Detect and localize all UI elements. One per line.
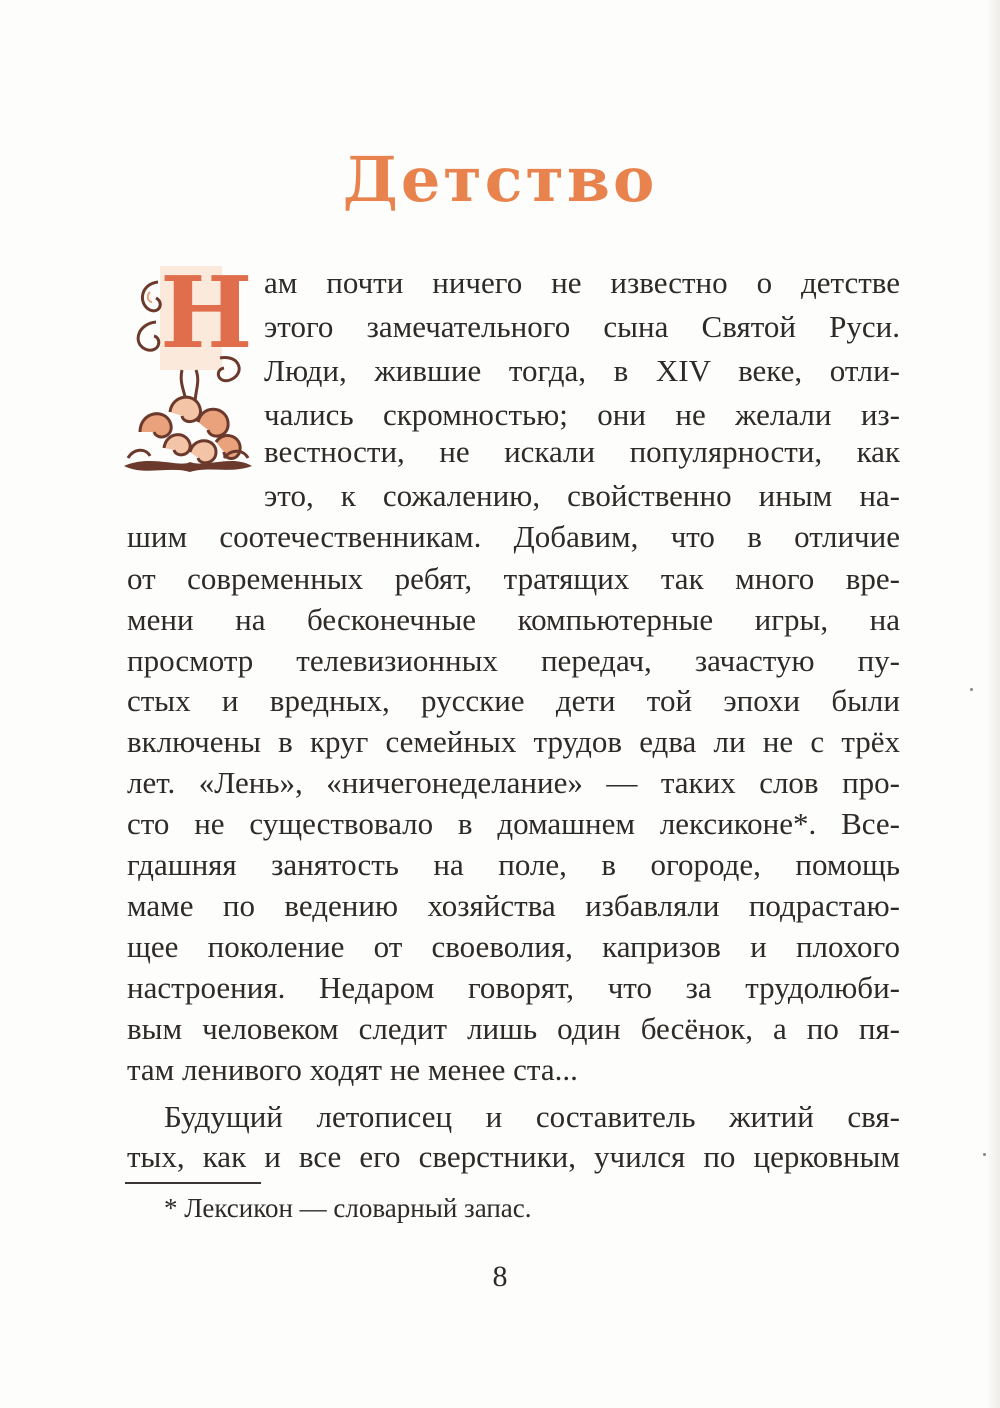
body-line: просмотр телевизионных передач, зачастую пу- bbox=[127, 643, 900, 678]
body-line: тых, как и все его сверстники, учился по церковным bbox=[127, 1139, 900, 1174]
body-line: Будущий летописец и составитель житий свя- bbox=[164, 1099, 900, 1134]
body-line: там ленивого ходят не менее ста... bbox=[127, 1052, 578, 1087]
body-line: Люди, жившие тогда, в XIV веке, отли- bbox=[264, 353, 900, 388]
drop-cap-letter: Н bbox=[160, 256, 253, 371]
body-line: сто не существовало в домашнем лексиконе*. Все- bbox=[127, 806, 900, 841]
body-line: шим соотечественникам. Добавим, что в отличие bbox=[127, 519, 900, 554]
page-number: 8 bbox=[492, 1260, 508, 1293]
chapter-title: Детство bbox=[342, 143, 658, 216]
body-line: вестности, не искали популярности, как bbox=[264, 434, 900, 469]
footnote-rule bbox=[125, 1182, 261, 1184]
body-line: чались скромностью; они не желали из- bbox=[264, 397, 900, 432]
body-line: стых и вредных, русские дети той эпохи были bbox=[127, 683, 900, 718]
scan-speck bbox=[970, 688, 973, 691]
body-line: маме по ведению хозяйства избавляли подрастаю- bbox=[127, 888, 900, 923]
body-line: вым человеком следит лишь один бесёнок, а по пя- bbox=[127, 1011, 900, 1046]
footnote: * Лексикон — словарный запас. bbox=[164, 1193, 532, 1223]
body-line: этого замечательного сына Святой Руси. bbox=[264, 309, 900, 344]
body-line: включены в круг семейных трудов едва ли не с трёх bbox=[127, 724, 900, 759]
drop-cap-ornament bbox=[120, 256, 255, 477]
body-line: мени на бесконечные компьютерные игры, на bbox=[127, 602, 900, 637]
body-line: щее поколение от своеволия, капризов и плохого bbox=[127, 929, 900, 964]
body-line: от современных ребят, тратящих так много вре- bbox=[127, 561, 900, 596]
body-line: ам почти ничего не известно о детстве bbox=[264, 265, 900, 300]
body-line: это, к сожалению, свойственно иным на- bbox=[264, 478, 900, 513]
body-line: гдашняя занятость на поле, в огороде, помощь bbox=[127, 847, 900, 882]
body-line: настроения. Недаром говорят, что за трудолюби- bbox=[127, 970, 900, 1005]
scan-speck bbox=[983, 1153, 986, 1156]
body-line: лет. «Лень», «ничегонеделание» — таких слов про- bbox=[127, 765, 900, 800]
